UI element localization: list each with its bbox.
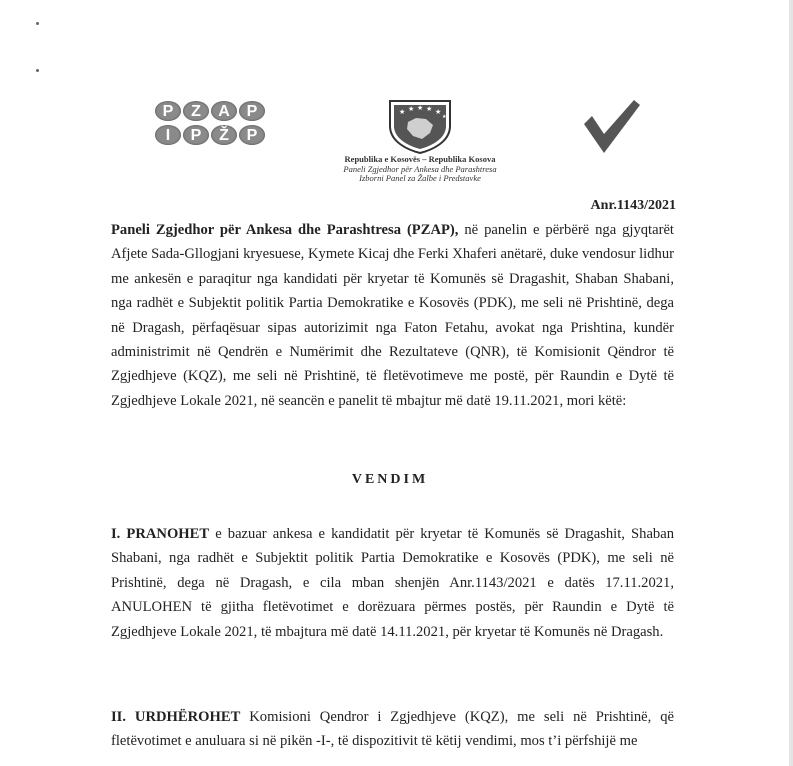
logo-letter: P <box>183 125 209 145</box>
item-1-paragraph <box>111 522 674 644</box>
item-1-lead: I. PRANOHET <box>111 526 210 542</box>
decision-title: VENDIM <box>351 472 429 487</box>
case-reference: Anr.1143/2021 <box>590 198 676 213</box>
emblem-line-2: Paneli Zgjedhor për Ankesa dhe Parashtresa <box>343 163 497 174</box>
logo-letter: P <box>239 125 265 145</box>
svg-text:★: ★ <box>417 104 424 112</box>
svg-text:★: ★ <box>435 108 442 116</box>
kosovo-emblem-icon <box>386 98 454 159</box>
intro-text: në panelin e përbërë nga gjyqtarët Afjete Sada-Gllogjani kryesuese, Kymete Kicaj dhe Ferki Xhaferi anëtarë, duke vendosur lidhur me ankesën e paraqitur nga kandidati për kryetar të Komunës së Dragashit, Shaban Shabani, nga radhët e Subjektit politik Partia Demokratike e Kosovës (PDK), me seli në Prishtinë, dega në Dragash, përfaqësuar sipas autorizimit nga Faton Fetahu, avokat nga Prishtina, kundër administrimit në Qendrën e Numërimit dhe Rezultateve (QNR), të Komisionit Qëndror të Zgjedhjeve (KQZ), me seli në Prishtinë, të fletëvotimeve me postë, për Raundin e Dytë të Zgjedhjeve Lokale 2021, në seancën e panelit të mbajtur më datë 19.11.2021, mori këtë: <box>111 222 674 409</box>
logo-letter: A <box>211 101 237 121</box>
logo-letter: Z <box>183 101 209 121</box>
page-edge <box>789 0 793 766</box>
item-2-paragraph <box>111 705 674 754</box>
emblem-line-3: Izborni Panel za Žalbe i Predstavke <box>359 173 481 183</box>
scan-speck <box>36 69 39 72</box>
checkmark-icon <box>582 98 642 159</box>
logo-letter: P <box>239 101 265 121</box>
svg-text:★: ★ <box>399 108 406 116</box>
svg-text:★: ★ <box>426 105 433 113</box>
logo-letter: Ž <box>211 125 237 145</box>
item-1-text: e bazuar ankesa e kandidatit për kryetar të Komunës së Dragashit, Shaban Shabani, nga radhët e Subjektit politik Partia Demokratike e Kosovës (PDK), me seli në Prishtinë, dega në Dragash, e cila mban shenjën Anr.1143/2021 e datës 17.11.2021, ANULOHEN të gjitha fletëvotimet e dorëzuara përmes postës, për Raundin e Dytë të Zgjedhjeve Lokale 2021, të mbajtura më datë 14.11.2021, për kryetar të Komunës në Dragash. <box>111 526 674 640</box>
emblem-line-1: Republika e Kosovës – Republika Kosova <box>344 154 496 164</box>
scan-speck <box>36 22 39 25</box>
logo-letter: P <box>155 101 181 121</box>
item-2-text: Komisioni Qendror i Zgjedhjeve (KQZ), me seli në Prishtinë, që fletëvotimet e anuluara si në pikën -I-, të dispozitivit të këtij vendimi, mos t’i përfshijë me <box>111 709 674 750</box>
intro-lead: Paneli Zgjedhor për Ankesa dhe Parashtresa (PZAP), <box>111 222 459 238</box>
intro-paragraph <box>111 218 674 413</box>
svg-text:★: ★ <box>408 105 415 113</box>
logo-letter: I <box>155 125 181 145</box>
emblem-caption <box>300 155 540 184</box>
item-2-lead: II. URDHËROHET <box>111 709 241 725</box>
svg-text:★: ★ <box>442 114 447 120</box>
pzap-logo <box>155 101 273 149</box>
